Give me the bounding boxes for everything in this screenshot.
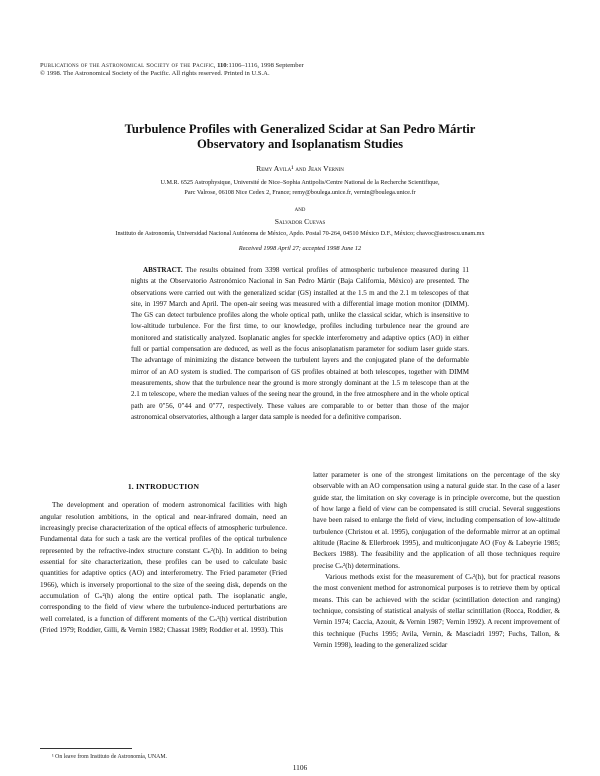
left-paragraph-1: The development and operation of modern astronomical facilities with high angular resolution ambitions, in the optical and near-infrared domain, need an increasingly precise characterization of the optical effects of atmospheric turbulence. Fundamental data for such a task are the vertical profiles of the optical turbulence represented by the refractive-index structure constant Cₙ²(h). In addition to being essential for site characterization, these profiles can be used to calculate basic quantities for adaptive optics (AO) and interferometry. The Fried parameter (Fried 1966), which is inversely proportional to the size of the seeing disk, depends on the accumulation of Cₙ²(h) along the entire optical path. The isoplanatic angle, corresponding to the field of view where the turbulence-induced perturbations are well correlated, is a function of different moments of the Cₙ²(h) vertical distribution (Fried 1979; Roddier, Gilli, & Vernin 1982; Chassat 1989; Roddier et al. 1993). This — [40, 501, 287, 635]
author-and: and — [294, 205, 306, 213]
journal-volume: 110 — [217, 62, 227, 69]
page-number: 1106 — [292, 763, 308, 772]
right-column — [313, 470, 560, 652]
abstract-label: ABSTRACT. — [143, 266, 183, 274]
right-paragraph-1: latter parameter is one of the strongest limitations on the percentage of the sky observable with an AO compensation using a natural guide star. In the case of a laser guide star, the limitation on sky coverage is in principle overcome, but the question of how large a field of view can be compensated is still crucial. Several suggestions have been raised to enlarge the field of view, including compensation of low-altitude turbulence (Christou et al. 1995), conjugation of the deformable mirror at an optimal altitude (Racine & Ellerbroek 1995), and multiconjugate AO (Foy & Labeyrie 1985; Beckers 1988). The feasibility and the application of all those techniques require precise Cₙ²(h) determinations. — [313, 471, 560, 570]
section-heading-introduction: 1. INTRODUCTION — [127, 482, 200, 491]
received-dates: Received 1998 April 27; accepted 1998 June 12 — [238, 245, 362, 252]
footnote-rule — [40, 748, 132, 749]
affiliation-1-line-2: Parc Valrose, 06108 Nice Cedex 2, France; remy@boulega.unice.fr, vernin@boulega.unice.fr — [184, 189, 416, 196]
copyright-line: © 1998. The Astronomical Society of the Pacific. All rights reserved. Printed in U.S.A. — [40, 70, 270, 78]
abstract — [131, 265, 469, 423]
right-paragraph-2: Various methods exist for the measurement of Cₙ²(h), but for practical reasons the most convenient method for astronomical purposes is to retrieve them by optical means. This can be achieved with the scidar (scintillation detection and ranging) technique, consisting of statistical analysis of stellar scintillation (Rocca, Roddier, & Vernin 1974; Caccia, Azouit, & Vernin 1987; Vernin 1992). A recent improvement of this technique (Fuchs 1995; Avila, Vernin, & Masciadri 1997; Fuchs, Tallon, & Vernin 1998), leading to the generalized scidar — [313, 573, 560, 650]
paper-title — [0, 122, 600, 152]
journal-pages: :1106–1116, 1998 September — [226, 62, 304, 69]
title-line-2: Observatory and Isoplanatism Studies — [196, 137, 404, 151]
journal-name: Publications of the Astronomical Society of the Pacific — [40, 62, 214, 69]
author-group-1: Remy Avila¹ and Jean Vernin — [256, 164, 344, 173]
left-column — [40, 470, 287, 636]
author-group-2: Salvador Cuevas — [274, 217, 326, 226]
affiliation-2: Instituto de Astronomía, Universidad Nacional Autónoma de México, Apdo. Postal 70-264, 04510 México D.F., México; chavoc@astroscu.unam.mx — [115, 230, 485, 237]
title-line-1: Turbulence Profiles with Generalized Scidar at San Pedro Mártir — [124, 122, 476, 136]
abstract-text: The results obtained from 3398 vertical profiles of atmospheric turbulence measured during 11 nights at the Observatorio Astronómico Nacional in San Pedro Mártir (Baja California, México) are presented. The observations were carried out with the generalized scidar (GS) installed at the 1.5 m and the 2.1 m telescopes of that site, in 1997 March and April. The open-air seeing was measured with a differential image motion monitor (DIMM). The GS can detect turbulence profiles along the whole optical path, unlike the classical scidar, which is insensitive to low-altitude turbulence. For the first time, to our knowledge, profiles including turbulence near the ground are monitored and statistically analyzed. Isoplanatic angles for speckle interferometry and adaptive optics (AO) in either full or partial compensation are deduced, as well as the focus anisoplanatism parameter for sodium laser guide stars. The advantage of minimizing the distance between the turbulent layers and the conjugated plane of the deformable mirror of an AO system is studied. The comparison of GS profiles obtained at both telescopes, together with DIMM measurements, show that the turbulence near the ground is more strongly dominant at the 1.5 m telescope than at the 2.1 m telescope, where the median values of the seeing near the ground, in the free atmosphere and in the whole optical path are 0″56, 0″44 and 0″77, respectively. These values are comparable to or better than those of the major astronomical observatories, although a larger data sample is needed for a definitive comparison. — [131, 266, 469, 421]
footnote: ¹ On leave from Instituto de Astronomía, UNAM. — [52, 754, 167, 760]
affiliation-1-line-1: U.M.R. 6525 Astrophysique, Université de Nice–Sophia Antipolis/Centre National de la Recherche Scientifique, — [160, 179, 440, 186]
journal-citation: Publications of the Astronomical Society of the Pacific, 110:1106–1116, 1998 September — [40, 62, 304, 69]
journal-header — [40, 62, 304, 78]
